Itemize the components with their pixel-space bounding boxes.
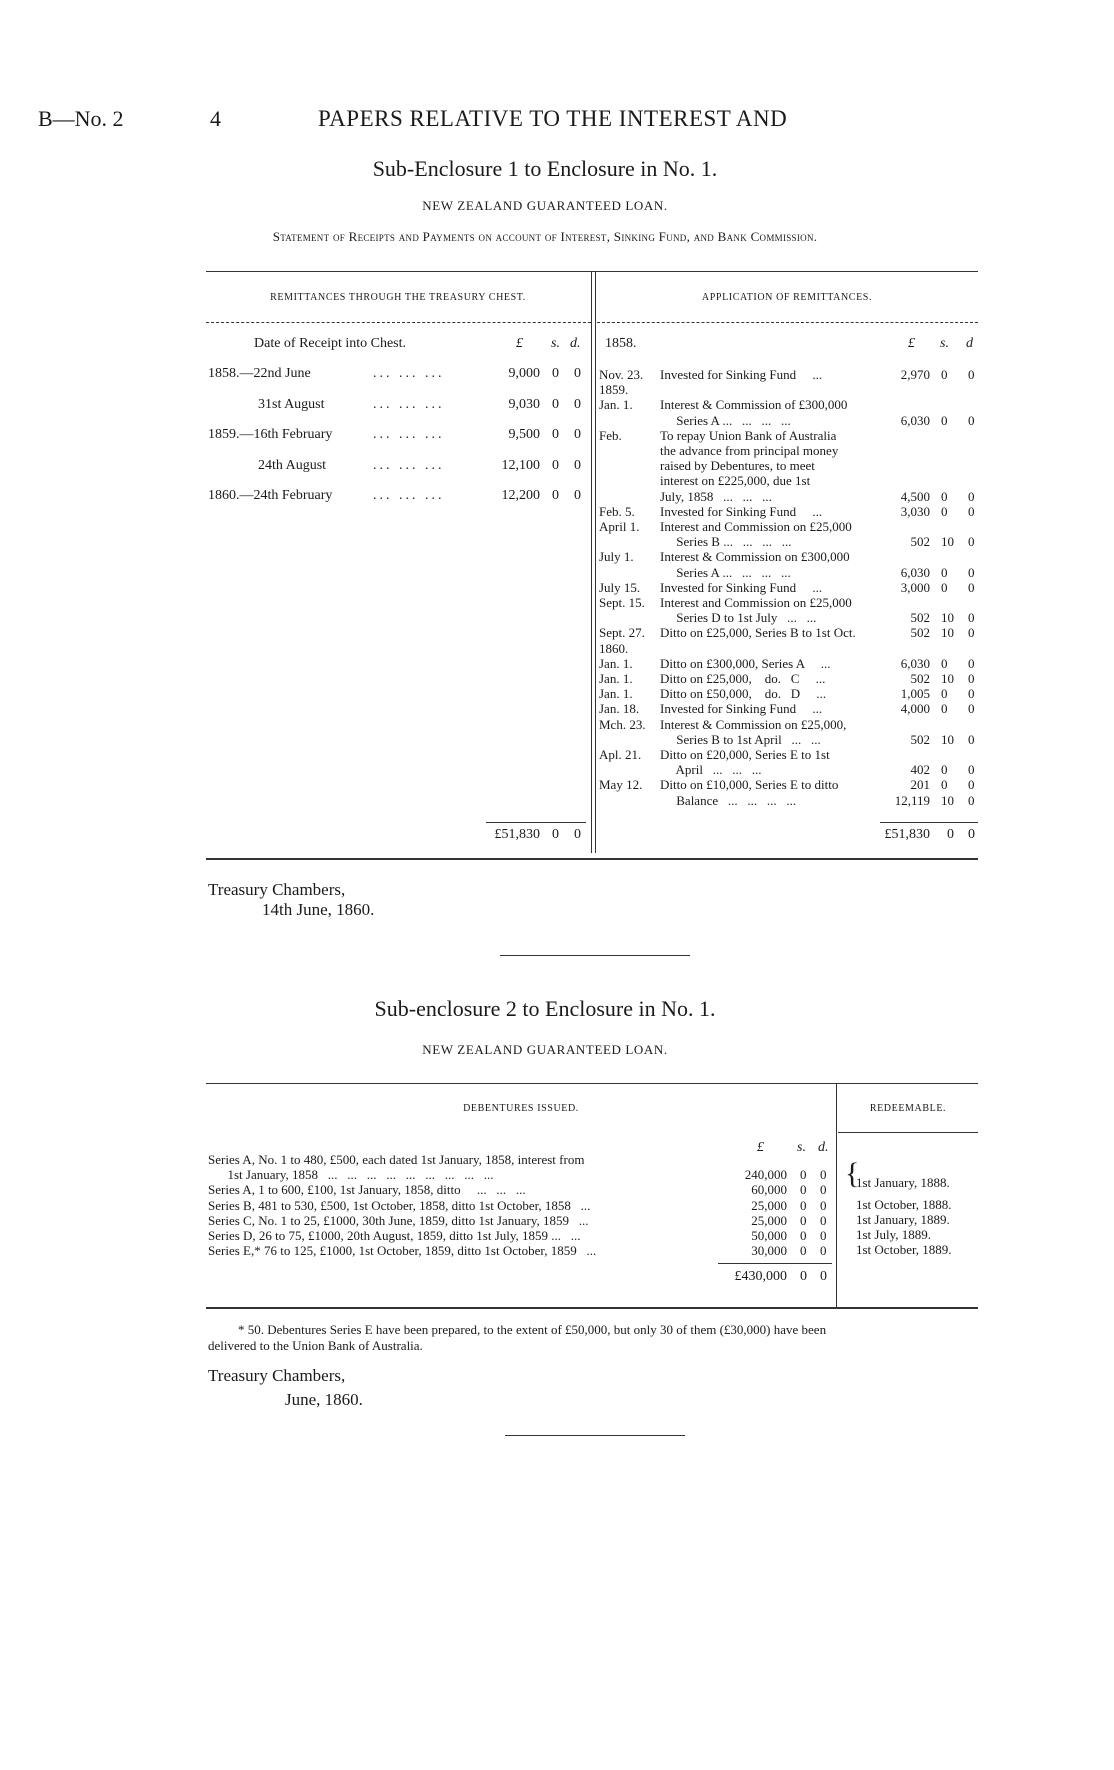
table2-total-shillings: 0 <box>800 1269 807 1284</box>
debenture-description: 1st January, 1858 ... ... ... ... ... ... ... ... ... <box>208 1167 494 1183</box>
table1-divider-b <box>595 271 596 853</box>
application-pounds: 2,970 <box>900 367 930 382</box>
application-description: interest on £225,000, due 1st <box>660 473 811 489</box>
application-pounds: 502 <box>910 534 930 550</box>
pounds-column-header: £ <box>908 336 915 351</box>
sub-enclosure-2-subtitle: NEW ZEALAND GUARANTEED LOAN. <box>422 1042 668 1057</box>
application-description: Ditto on £10,000, Series E to ditto <box>660 777 839 793</box>
application-description: July, 1858 ... ... ... <box>660 488 772 504</box>
application-description: Invested for Sinking Fund ... <box>660 367 823 382</box>
left-total-pounds: £51,830 <box>494 827 540 842</box>
table1-divider-a <box>591 271 592 853</box>
receipt-leader-dots: ... ... ... <box>373 397 445 412</box>
shillings-column-header: s. <box>551 336 560 351</box>
debenture-shillings: 0 <box>800 1212 807 1228</box>
table2-total-rule <box>718 1263 832 1264</box>
receipt-shillings: 0 <box>552 366 559 381</box>
right-total-pence: 0 <box>968 827 975 842</box>
application-pounds: 1,005 <box>900 686 930 702</box>
application-date: 1860. <box>599 640 629 656</box>
receipt-shillings: 0 <box>552 397 559 412</box>
debenture-pounds: 50,000 <box>751 1228 787 1243</box>
application-date: Sept. 27. <box>599 625 645 641</box>
application-description: Interest and Commission on £25,000 <box>660 519 852 534</box>
application-pounds: 3,000 <box>900 579 930 595</box>
table2-divider <box>836 1083 837 1307</box>
application-pence: 0 <box>968 412 975 428</box>
application-shillings: 10 <box>941 731 954 747</box>
footnote-line-2: delivered to the Union Bank of Australia. <box>208 1338 423 1353</box>
application-description: raised by Debentures, to meet <box>660 458 815 474</box>
application-date: Jan. 1. <box>599 655 633 671</box>
footnote-line-1: * 50. Debentures Series E have been prepared, to the extent of £50,000, but only 30 of them (£30,000) have been <box>238 1322 827 1337</box>
debenture-shillings: 0 <box>800 1182 807 1198</box>
receipt-pounds: 9,500 <box>508 427 540 442</box>
debenture-pence: 0 <box>820 1167 827 1183</box>
application-pounds: 4,500 <box>900 488 930 504</box>
application-shillings: 0 <box>941 579 948 595</box>
receipt-pence: 0 <box>574 488 581 503</box>
application-pence: 0 <box>968 777 975 793</box>
redeemable-date: 1st January, 1889. <box>856 1212 950 1227</box>
left-total-pence: 0 <box>574 827 581 842</box>
application-date: July 15. <box>599 579 641 595</box>
receipt-leader-dots: ... ... ... <box>373 427 445 442</box>
application-description: Series A ... ... ... ... <box>660 412 791 428</box>
application-shillings: 0 <box>941 503 948 519</box>
application-pounds: 502 <box>910 671 930 686</box>
application-date: Nov. 23. <box>599 367 644 382</box>
pounds-column-header: £ <box>757 1140 764 1155</box>
application-description: Invested for Sinking Fund ... <box>660 701 823 717</box>
receipt-date: 1859.—16th February <box>208 427 333 442</box>
debenture-pounds: 25,000 <box>751 1212 787 1228</box>
application-description: Ditto on £300,000, Series A ... <box>660 655 831 671</box>
application-description: Series B to 1st April ... ... <box>660 731 821 747</box>
receipt-shillings: 0 <box>552 488 559 503</box>
left-total-rule <box>486 822 586 823</box>
receipt-shillings: 0 <box>552 427 559 442</box>
redeemable-date: 1st October, 1889. <box>856 1242 952 1257</box>
application-shillings: 0 <box>941 412 948 428</box>
debenture-description: Series D, 26 to 75, £1000, 20th August, 1859, ditto 1st July, 1859 ... ... <box>208 1228 581 1243</box>
application-pounds: 502 <box>910 610 930 626</box>
debenture-description: Series C, No. 1 to 25, £1000, 30th June, 1859, ditto 1st January, 1859 ... <box>208 1212 589 1228</box>
application-pence: 0 <box>968 610 975 626</box>
application-header: APPLICATION OF REMITTANCES. <box>701 292 873 303</box>
table1-top-rule <box>206 271 978 272</box>
debenture-description: Series A, No. 1 to 480, £500, each dated 1st January, 1858, interest from <box>208 1152 585 1167</box>
application-pounds: 6,030 <box>900 412 930 428</box>
signoff-date-2: June, 1860. <box>285 1390 363 1409</box>
application-shillings: 0 <box>941 762 948 778</box>
right-total-shillings: 0 <box>947 827 954 842</box>
table2-top-rule <box>206 1083 978 1084</box>
application-shillings: 0 <box>941 777 948 793</box>
table2-total-pence: 0 <box>820 1269 827 1284</box>
application-pounds: 402 <box>910 762 930 778</box>
application-pounds: 502 <box>910 625 930 641</box>
application-pence: 0 <box>968 731 975 747</box>
table2-header-rule-right <box>838 1132 978 1133</box>
application-year-header: 1858. <box>605 336 637 351</box>
debenture-pence: 0 <box>820 1197 827 1213</box>
page-reference: B—No. 2 <box>38 106 124 131</box>
receipt-date-column-header: Date of Receipt into Chest. <box>254 336 407 351</box>
signoff-place-1: Treasury Chambers, <box>208 880 346 899</box>
receipt-pence: 0 <box>574 427 581 442</box>
statement-heading: Statement of Receipts and Payments on account of Interest, Sinking Fund, and Bank Commission. <box>272 229 818 244</box>
application-date: Mch. 23. <box>599 716 646 732</box>
signoff-place-2: Treasury Chambers, <box>208 1366 346 1385</box>
debenture-shillings: 0 <box>800 1228 807 1243</box>
application-pence: 0 <box>968 686 975 702</box>
application-shillings: 10 <box>941 792 954 808</box>
application-shillings: 0 <box>941 701 948 717</box>
pence-column-header: d <box>966 336 973 351</box>
receipt-pounds: 12,100 <box>501 458 540 473</box>
redeemable-header: REDEEMABLE. <box>869 1103 947 1114</box>
redeemable-date: 1st October, 1888. <box>856 1197 952 1212</box>
debenture-pence: 0 <box>820 1212 827 1228</box>
application-date: July 1. <box>599 549 634 565</box>
receipt-pence: 0 <box>574 458 581 473</box>
shillings-column-header: s. <box>797 1140 806 1155</box>
remittances-header: REMITTANCES THROUGH THE TREASURY CHEST. <box>270 292 526 303</box>
application-description: Balance ... ... ... ... <box>660 792 797 808</box>
debenture-pence: 0 <box>820 1182 827 1198</box>
application-date: Feb. 5. <box>599 503 635 519</box>
application-date: May 12. <box>599 777 643 793</box>
application-description: Ditto on £20,000, Series E to 1st <box>660 747 830 762</box>
receipt-pounds: 9,000 <box>508 366 540 381</box>
signoff-date-1: 14th June, 1860. <box>262 900 375 919</box>
application-shillings: 0 <box>941 488 948 504</box>
application-description: Series B ... ... ... ... <box>660 534 792 550</box>
application-pounds: 3,030 <box>900 503 930 519</box>
application-pence: 0 <box>968 579 975 595</box>
application-description: Interest & Commission on £300,000 <box>660 549 850 565</box>
table2-total-pounds: £430,000 <box>734 1269 787 1284</box>
debenture-description: Series A, 1 to 600, £100, 1st January, 1858, ditto ... ... ... <box>208 1182 526 1198</box>
receipt-date: 1858.—22nd June <box>208 366 311 381</box>
application-description: Invested for Sinking Fund ... <box>660 579 823 595</box>
application-date: Jan. 1. <box>599 686 633 702</box>
pence-column-header: d. <box>570 336 581 351</box>
application-description: Interest & Commission of £300,000 <box>660 397 848 413</box>
section-separator-1 <box>500 955 690 956</box>
application-shillings: 10 <box>941 610 954 626</box>
receipt-pounds: 12,200 <box>501 488 540 503</box>
page-number: 4 <box>210 106 221 131</box>
application-description: Ditto on £25,000, do. C ... <box>660 671 826 686</box>
application-description: Ditto on £50,000, do. D ... <box>660 686 827 702</box>
debenture-description: Series B, 481 to 530, £500, 1st October, 1858, ditto 1st October, 1858 ... <box>208 1197 591 1213</box>
redeemable-brace: { <box>845 1157 860 1190</box>
application-description: April ... ... ... <box>660 762 762 778</box>
application-date: Jan. 1. <box>599 671 633 686</box>
application-pence: 0 <box>968 655 975 671</box>
application-date: Feb. <box>599 427 622 443</box>
application-description: Ditto on £25,000, Series B to 1st Oct. <box>660 625 856 641</box>
application-pounds: 6,030 <box>900 564 930 580</box>
application-pence: 0 <box>968 564 975 580</box>
debenture-shillings: 0 <box>800 1243 807 1259</box>
application-pence: 0 <box>968 367 975 382</box>
application-pounds: 502 <box>910 731 930 747</box>
receipt-pence: 0 <box>574 397 581 412</box>
debenture-shillings: 0 <box>800 1167 807 1183</box>
table1-header-rule-right <box>597 322 978 323</box>
application-pounds: 12,119 <box>894 792 930 808</box>
running-title: PAPERS RELATIVE TO THE INTEREST AND <box>318 106 788 131</box>
application-description: the advance from principal money <box>660 443 839 458</box>
application-description: Interest & Commission on £25,000, <box>660 716 847 732</box>
application-shillings: 0 <box>941 686 948 702</box>
debenture-pence: 0 <box>820 1228 827 1243</box>
receipt-leader-dots: ... ... ... <box>373 458 445 473</box>
section-separator-2 <box>505 1435 685 1436</box>
application-pence: 0 <box>968 488 975 504</box>
application-shillings: 10 <box>941 671 954 686</box>
right-total-rule <box>880 822 978 823</box>
sub-enclosure-2-title: Sub-enclosure 2 to Enclosure in No. 1. <box>374 996 716 1021</box>
application-date: Jan. 1. <box>599 397 633 413</box>
application-shillings: 0 <box>941 655 948 671</box>
receipt-pence: 0 <box>574 366 581 381</box>
application-date: Jan. 18. <box>599 701 640 717</box>
debentures-header: DEBENTURES ISSUED. <box>463 1103 579 1114</box>
application-date: Sept. 15. <box>599 595 645 610</box>
debenture-pounds: 30,000 <box>751 1243 787 1259</box>
application-description: Series D to 1st July ... ... <box>660 610 817 626</box>
sub-enclosure-1-title: Sub-Enclosure 1 to Enclosure in No. 1. <box>372 156 718 181</box>
redeemable-date: 1st July, 1889. <box>856 1227 931 1242</box>
debenture-description: Series E,* 76 to 125, £1000, 1st October, 1859, ditto 1st October, 1859 ... <box>208 1243 597 1259</box>
application-date: 1859. <box>599 382 629 398</box>
application-shillings: 10 <box>941 534 954 550</box>
debenture-pounds: 25,000 <box>751 1197 787 1213</box>
shillings-column-header: s. <box>940 336 949 351</box>
receipt-pounds: 9,030 <box>508 397 540 412</box>
application-pence: 0 <box>968 625 975 641</box>
application-pounds: 4,000 <box>900 701 930 717</box>
redeemable-date: 1st January, 1888. <box>856 1175 950 1190</box>
application-pence: 0 <box>968 503 975 519</box>
receipt-leader-dots: ... ... ... <box>373 366 445 381</box>
debenture-pence: 0 <box>820 1243 827 1259</box>
application-pence: 0 <box>968 792 975 808</box>
debenture-pounds: 240,000 <box>744 1167 787 1183</box>
pence-column-header: d. <box>818 1140 829 1155</box>
pounds-column-header: £ <box>516 336 523 351</box>
application-shillings: 0 <box>941 367 948 382</box>
application-pence: 0 <box>968 671 975 686</box>
application-shillings: 0 <box>941 564 948 580</box>
debenture-shillings: 0 <box>800 1197 807 1213</box>
application-shillings: 10 <box>941 625 954 641</box>
receipt-leader-dots: ... ... ... <box>373 488 445 503</box>
table2-bottom-rule <box>206 1307 978 1309</box>
receipt-shillings: 0 <box>552 458 559 473</box>
table1-bottom-rule <box>206 858 978 860</box>
receipt-date: 1860.—24th February <box>208 488 333 503</box>
application-description: To repay Union Bank of Australia <box>660 427 837 443</box>
receipt-date: 31st August <box>258 397 325 412</box>
application-description: Invested for Sinking Fund ... <box>660 503 823 519</box>
application-pounds: 201 <box>910 777 930 793</box>
application-description: Interest and Commission on £25,000 <box>660 595 852 610</box>
application-pence: 0 <box>968 762 975 778</box>
right-total-pounds: £51,830 <box>884 827 930 842</box>
table1-header-rule-left <box>206 322 591 323</box>
application-pounds: 6,030 <box>900 655 930 671</box>
sub-enclosure-1-subtitle: NEW ZEALAND GUARANTEED LOAN. <box>422 198 668 213</box>
application-date: April 1. <box>599 519 640 534</box>
application-date: Apl. 21. <box>599 747 642 762</box>
application-description: Series A ... ... ... ... <box>660 564 791 580</box>
debenture-pounds: 60,000 <box>751 1182 787 1198</box>
receipt-date: 24th August <box>258 458 327 473</box>
left-total-shillings: 0 <box>552 827 559 842</box>
application-pence: 0 <box>968 701 975 717</box>
application-pence: 0 <box>968 534 975 550</box>
